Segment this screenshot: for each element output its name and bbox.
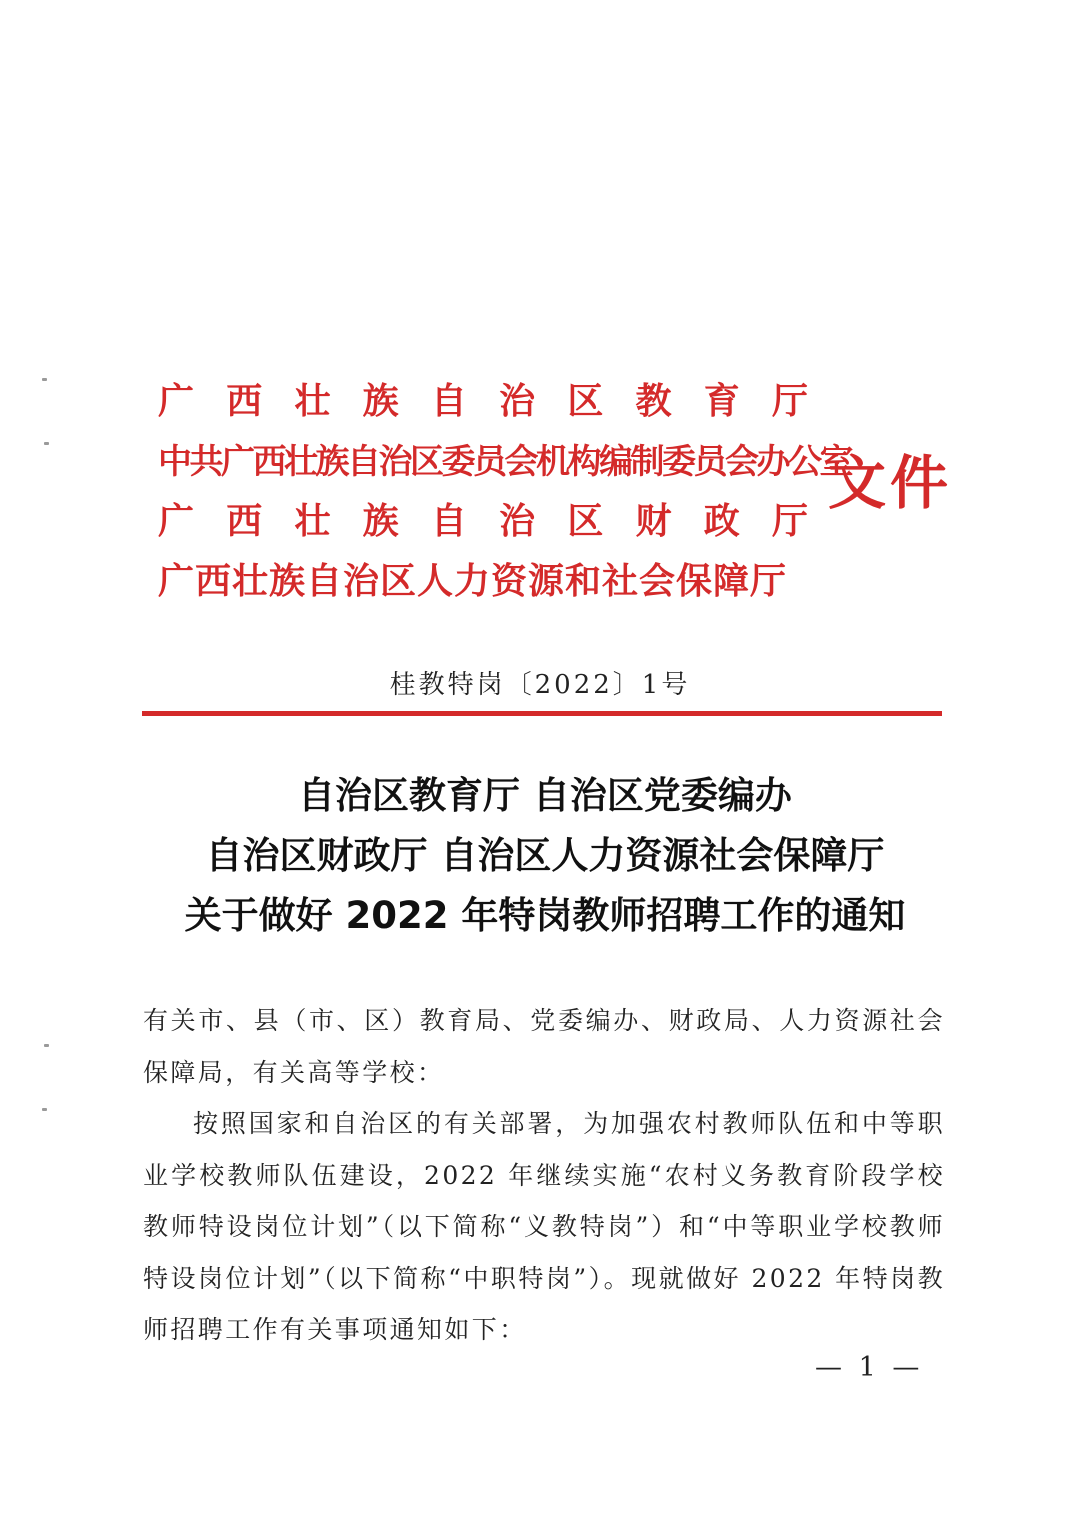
issuer-education-dept: 广 西 壮 族 自 治 区 教 育 厅 [158, 381, 808, 422]
addressee: 有关市、县（市、区）教育局、党委编办、财政局、人力资源社会保障局，有关高等学校： [143, 1006, 945, 1087]
red-divider-line [142, 711, 942, 716]
document-mark: 文件 [828, 449, 953, 517]
title-line: 关于做好 2022 年特岗教师招聘工作的通知 [184, 894, 906, 937]
issuing-authorities [158, 372, 851, 612]
page-number: — 1 — [815, 1352, 924, 1383]
scan-speck [42, 1108, 47, 1111]
document-number: 桂教特岗〔2022〕1号 [389, 670, 691, 700]
scan-speck [44, 1044, 49, 1047]
body-paragraph: 按照国家和自治区的有关部署，为加强农村教师队伍和中等职业学校教师队伍建设，2022 年继续实施“农村义务教育阶段学校教师特设岗位计划”（以下简称“义教特岗”）和“中等职业学校教师特设岗位计划”（以下简称“中职特岗”）。现就做好 2022 年特岗教师招聘工作有关事项通知如下： [143, 1109, 945, 1344]
scan-speck [44, 442, 49, 445]
title-line: 自治区教育厅 自治区党委编办 [298, 774, 792, 817]
document-body [143, 995, 945, 1356]
scan-speck [42, 378, 47, 381]
title-line: 自治区财政厅 自治区人力资源社会保障厅 [205, 834, 885, 877]
issuer-hr-dept: 广西壮族自治区人力资源和社会保障厅 [158, 561, 788, 602]
issuer-staffing-office: 中共广西壮族自治区委员会机构编制委员会办公室 [158, 442, 851, 482]
document-title [140, 766, 950, 946]
issuer-finance-dept: 广 西 壮 族 自 治 区 财 政 厅 [158, 501, 808, 542]
